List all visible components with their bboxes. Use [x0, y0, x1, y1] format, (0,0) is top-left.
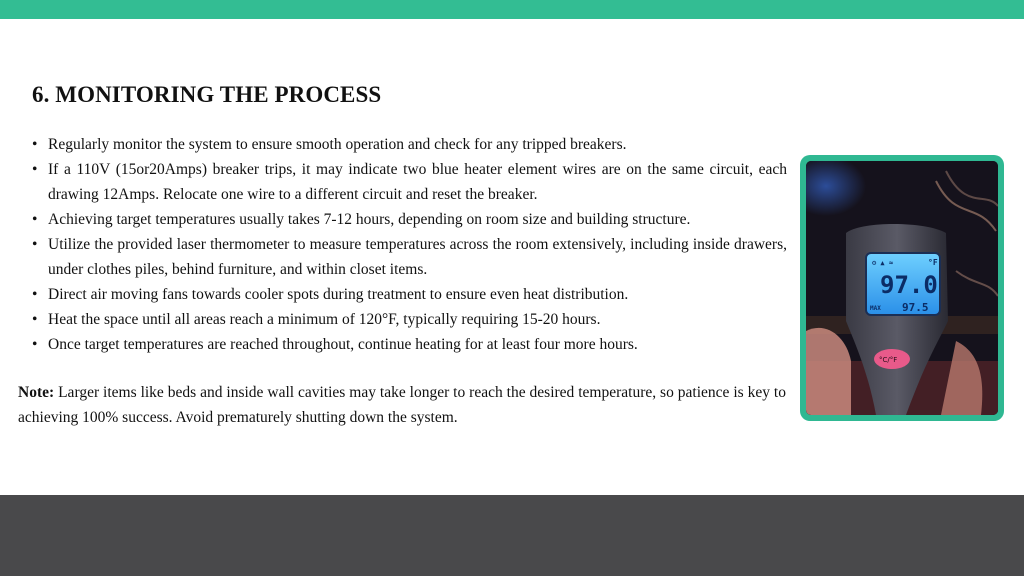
lcd-icons: ⚙ ▲ ≈: [872, 259, 894, 267]
note-text: Larger items like beds and inside wall cavities may take longer to reach the desired temperature, so patience is key to achieving 100% success. Avoid prematurely shutting down the system.: [18, 384, 786, 426]
bullet-list: [30, 132, 787, 357]
thermometer-illustration: [806, 161, 998, 415]
bullet-item: • Achieving target temperatures usually takes 7-12 hours, depending on room size and building structure.: [30, 207, 787, 232]
bullet-item: • Heat the space until all areas reach a minimum of 120°F, typically requiring 15-20 hours.: [30, 307, 787, 332]
thermometer-photo-frame: [800, 155, 1004, 421]
note-label: Note:: [18, 384, 55, 401]
bullet-item: • Utilize the provided laser thermometer to measure temperatures across the room extensively, including inside drawers, under clothes piles, behind furniture, and within closet items.: [30, 232, 787, 282]
lcd-max-label: MAX: [870, 305, 881, 312]
bullet-item: • Regularly monitor the system to ensure smooth operation and check for any tripped breakers.: [30, 132, 787, 157]
slide-title: 6. MONITORING THE PROCESS: [32, 82, 382, 107]
lcd-secondary-reading: 97.5: [902, 301, 929, 314]
thermometer-photo: [806, 161, 998, 415]
footer-bar: [0, 495, 1024, 576]
bullet-item: • If a 110V (15or20Amps) breaker trips, it may indicate two blue heater element wires are on the same circuit, each drawing 12Amps. Relocate one wire to a different circuit and reset the breaker.: [30, 157, 787, 207]
bullet-item: • Once target temperatures are reached throughout, continue heating for at least four more hours.: [30, 332, 787, 357]
lcd-main-reading: 97.0: [880, 271, 938, 299]
unit-toggle-label: °C/°F: [879, 356, 898, 364]
top-accent-bar: [0, 0, 1024, 19]
lcd-unit: °F: [928, 258, 938, 267]
note-paragraph: [18, 380, 786, 430]
bullet-item: • Direct air moving fans towards cooler spots during treatment to ensure even heat distribution.: [30, 282, 787, 307]
